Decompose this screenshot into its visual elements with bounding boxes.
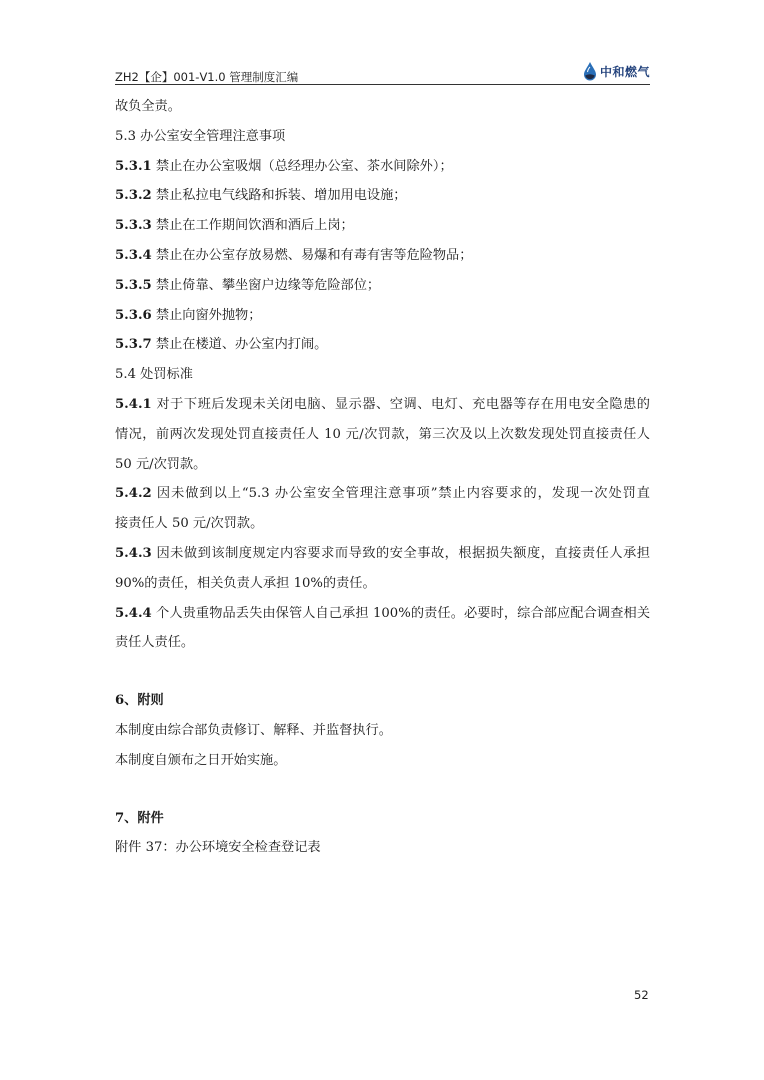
clause-5-3-7 [115,330,650,360]
clause-5-3-1 [115,152,650,182]
section-heading-6: 6、附则 [115,693,164,709]
clause-number: 5.3.4 [115,247,152,263]
clause-number: 5.4.1 [115,396,152,412]
section-title-5-4: 5.4 处罚标准 [115,367,193,383]
clause-number: 5.4.3 [115,545,152,561]
clause-5-3-2 [115,181,650,211]
page-number: 52 [634,988,649,1002]
logo-text: 中和燃气 [599,64,650,79]
spacer [115,776,650,804]
clause-number: 5.4.4 [115,605,152,621]
section-heading-7: 7、附件 [115,810,164,826]
clause-number: 5.3.3 [115,218,152,234]
clause-5-4-1 [115,390,650,420]
clause-number: 5.4.2 [115,486,152,502]
clause-5-4-2 [115,479,650,509]
clause-5-4-1-end: 50 元/次罚款。 [115,456,207,472]
clause-text: 禁止在办公室吸烟（总经理办公室、茶水间除外）； [155,158,453,174]
clause-text: 对于下班后发现未关闭电脑、显示器、空调、电灯、充电器等存在用电安全隐患的 [156,396,650,412]
clause-text: 禁止私拉电气线路和拆装、增加用电设施； [155,188,407,204]
clause-5-4-4-end: 责任人责任。 [115,635,195,651]
clause-text: 禁止在工作期间饮酒和酒后上岗； [155,218,354,234]
company-logo [583,59,650,83]
clause-text: 禁止在楼道、办公室内打闹。 [155,337,328,353]
clause-5-4-4 [115,599,650,629]
text-line: 故负全责。 [115,99,181,114]
clause-5-3-4 [115,241,650,271]
clause-number: 5.3.2 [115,188,152,204]
paragraph: 附件 37：办公环境安全检查登记表 [115,840,321,856]
clause-5-3-5 [115,271,650,301]
clause-text: 因未做到该制度规定内容要求而导致的安全事故，根据损失额度，直接责任人承担 [156,545,650,561]
clause-5-4-3-end: 90%的责任，相关负责人承担 10%的责任。 [115,575,376,591]
clause-5-3-3 [115,211,650,241]
clause-5-4-3 [115,539,650,569]
header-title: ZH2【企】001-V1.0 管理制度汇编 [115,70,299,84]
clause-5-4-2-end: 接责任人 50 元/次罚款。 [115,516,264,532]
clause-5-3-6 [115,301,650,331]
clause-number: 5.3.1 [115,158,152,174]
clause-number: 5.3.5 [115,277,152,293]
clause-text: 因未做到以上“5.3 办公室安全管理注意事项”禁止内容要求的，发现一次处罚直 [156,486,650,502]
clause-text: 禁止在办公室存放易燃、易爆和有毒有害等危险物品； [155,247,473,263]
spacer [115,658,650,686]
clause-5-4-1-cont: 情况，前两次发现处罚直接责任人 10 元/次罚款，第三次及以上次数发现处罚直接责任人 [115,426,650,442]
paragraph: 本制度由综合部负责修订、解释、并监督执行。 [115,722,392,738]
paragraph: 本制度自颁布之日开始实施。 [115,752,287,768]
water-drop-logo-icon [583,61,597,81]
document-body [115,92,650,863]
section-title-5-3: 5.3 办公室安全管理注意事项 [115,128,286,144]
clause-number: 5.3.7 [115,337,152,353]
clause-number: 5.3.6 [115,307,152,323]
page-header [115,55,650,85]
clause-text: 个人贵重物品丢失由保管人自己承担 100%的责任。必要时，综合部应配合调查相关 [156,605,651,621]
clause-text: 禁止向窗外抛物； [155,307,262,323]
header-divider [115,84,650,85]
clause-text: 禁止倚靠、攀坐窗户边缘等危险部位； [155,277,381,293]
